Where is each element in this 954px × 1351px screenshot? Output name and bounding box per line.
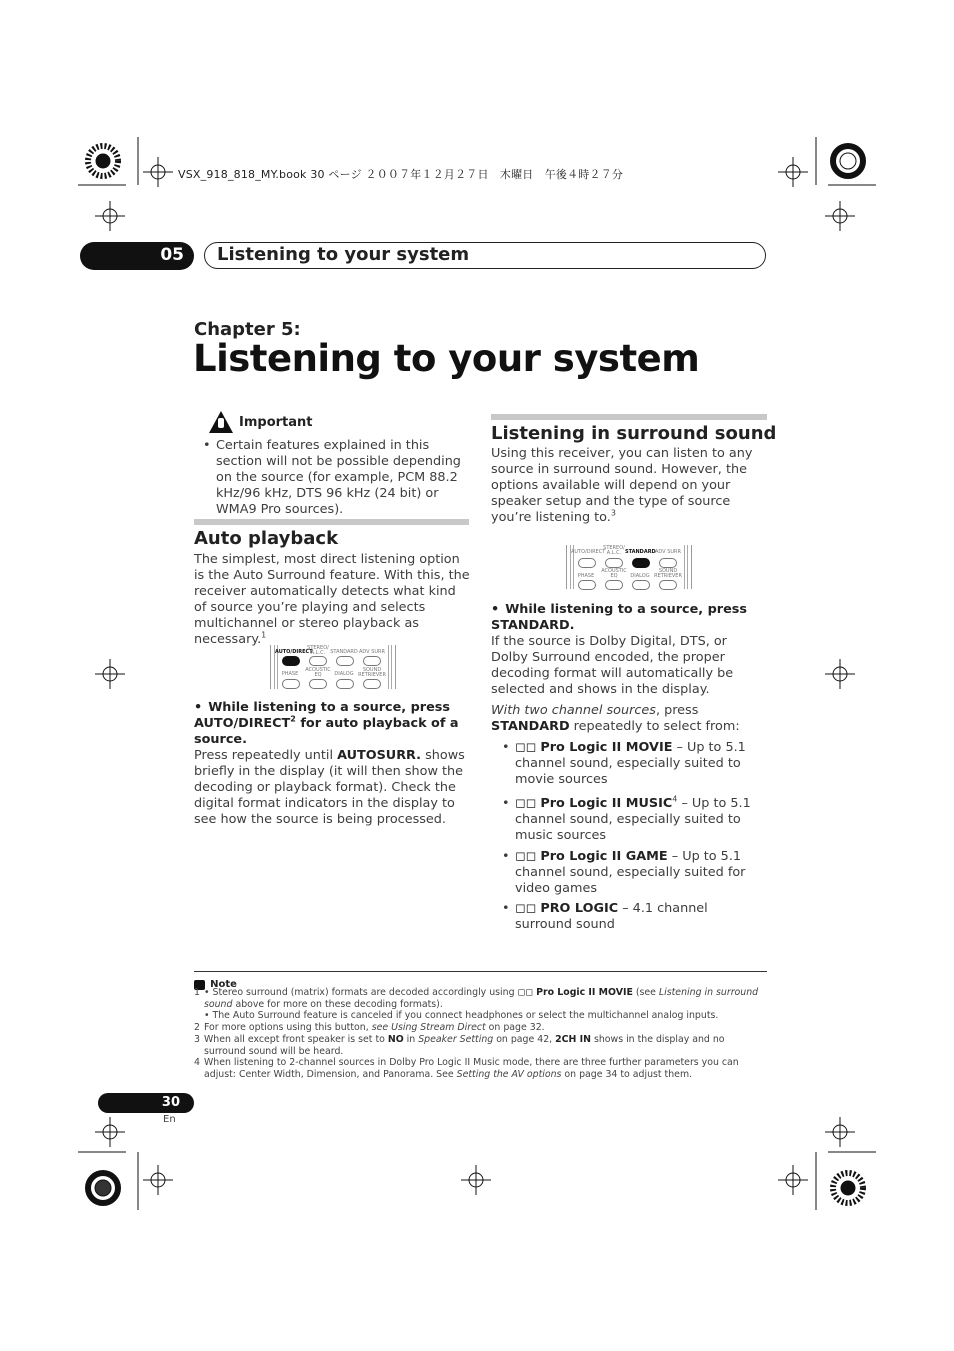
panel-label: AUTO/DIRECT [571, 549, 606, 555]
chapter-number-tab: 05 [80, 242, 194, 270]
section-title-tab: Listening to your system [204, 242, 766, 269]
section-divider [194, 519, 469, 525]
chapter-label: Chapter 5: [194, 319, 301, 340]
stereo-button[interactable] [605, 558, 623, 568]
dolby-icon: ◻◻ [515, 796, 537, 811]
list-item: • ◻◻ Pro Logic II MUSIC$^4$ – Up to 5.1 channel sound, especially suited to music sources [502, 796, 768, 844]
panel-label: ACOUSTIC EQ [601, 568, 627, 579]
footnote-4: 4 When listening to 2-channel sources in Dolby Pro Logic II Music mode, there are three further parameters you can adjust: Center Width, Dimension, and Panorama. See Setting the AV options on page 34 to adjust them. [194, 1057, 739, 1080]
panel-label: DIALOG [334, 671, 354, 677]
panel-label: STEREO/ A.L.C. [307, 645, 329, 656]
standard-button[interactable] [632, 558, 650, 568]
stereo-button[interactable] [309, 656, 327, 666]
list-item: • ◻◻ Pro Logic II GAME – Up to 5.1 channel sound, especially suited for video games [502, 849, 768, 897]
adv-surr-button[interactable] [659, 558, 677, 568]
panel-label: PHASE [577, 573, 595, 579]
phase-button[interactable] [578, 580, 596, 590]
warning-hand-icon [208, 410, 234, 434]
dialog-button[interactable] [632, 580, 650, 590]
dolby-icon: ◻◻ [515, 849, 537, 864]
list-item: • Certain features explained in this section will not be possible depending on the source (for example, PCM 88.2 kHz/96 kHz, DTS 96 kHz (24 bit) or WMA9 Pro sources). [203, 438, 469, 518]
panel-label: SOUND RETRIEVER [358, 667, 386, 678]
file-info-line: VSX_918_818_MY.book 30 ページ ２００７年１２月２７日 木曜日 午後４時２７分 [178, 168, 624, 181]
acoustic-eq-button[interactable] [309, 679, 327, 689]
standard-button[interactable] [336, 656, 354, 666]
auto-playback-step-body: Press repeatedly until AUTOSURR. shows briefly in the display (it will then show the decoding or playback format). Check the digital format indicators in the display to see how the source is being processed. [194, 748, 465, 827]
important-heading: Important [239, 415, 313, 430]
remote-panel-auto [270, 645, 396, 689]
acoustic-eq-button[interactable] [605, 580, 623, 590]
auto-playback-heading: Auto playback [194, 528, 339, 549]
auto-direct-button[interactable] [578, 558, 596, 568]
panel-label: STEREO/ A.L.C. [603, 545, 625, 556]
sound-retriever-button[interactable] [363, 679, 381, 689]
section-divider [491, 414, 767, 420]
list-item: • ◻◻ Pro Logic II MOVIE – Up to 5.1 channel sound, especially suited to movie sources [502, 740, 768, 788]
footnote-2: 2 For more options using this button, see Using Stream Direct on page 32. [194, 1022, 545, 1033]
footnote-1: 1 • Stereo surround (matrix) formats are decoded accordingly using ◻◻ Pro Logic II MOVIE (see Listening in surround sound above for more on these decoding formats). • The Auto Surround feature is canceled if you connect headphones or select the multichannel analog inputs. [194, 987, 759, 1022]
note-divider [194, 971, 767, 972]
chapter-title: Listening to your system [193, 337, 700, 380]
adv-surr-button[interactable] [363, 656, 381, 666]
surround-step: • While listening to a source, press STANDARD. [491, 602, 747, 633]
list-item: • ◻◻ PRO LOGIC – 4.1 channel surround sound [502, 901, 768, 933]
note-heading: Note [210, 979, 237, 990]
panel-label: ADV SURR [359, 649, 385, 655]
auto-playback-intro: The simplest, most direct listening option is the Auto Surround feature. With this, the receiver automatically detects what kind of source you’re playing and selects multichannel or stereo playback as necessary.$^1$ [194, 552, 470, 647]
auto-direct-button[interactable] [282, 656, 300, 666]
mode-list [502, 740, 768, 933]
dolby-icon: ◻◻ [515, 901, 537, 916]
surround-intro: Using this receiver, you can listen to any source in surround sound. However, the options available will depend on your speaker setup and the type of source you’re listening to.$^3$ [491, 446, 753, 525]
dolby-icon: ◻◻ [515, 740, 537, 755]
panel-label: ADV SURR [655, 549, 681, 555]
panel-label: ACOUSTIC EQ [305, 667, 331, 678]
surround-heading: Listening in surround sound [491, 423, 777, 444]
panel-label: STANDARD [625, 549, 656, 555]
auto-playback-step: • While listening to a source, press AUTO/DIRECT$^2$ for auto playback of a source. [194, 700, 459, 747]
page-number: 30 [98, 1093, 194, 1113]
language-label: En [163, 1114, 176, 1125]
phase-button[interactable] [282, 679, 300, 689]
important-list [203, 438, 469, 518]
panel-label: PHASE [281, 671, 299, 677]
surround-step-body: If the source is Dolby Digital, DTS, or Dolby Surround encoded, the proper decoding format will automatically be selected and shows in the display. [491, 634, 734, 697]
two-channel-text: With two channel sources, press STANDARD repeatedly to select from: [491, 703, 740, 734]
panel-label: DIALOG [630, 573, 650, 579]
panel-label: AUTO/DIRECT [275, 649, 313, 655]
dialog-button[interactable] [336, 679, 354, 689]
sound-retriever-button[interactable] [659, 580, 677, 590]
footnote-3: 3 When all except front speaker is set to NO in Speaker Setting on page 42, 2CH IN shows in the display and no surround sound will be heard. [194, 1034, 725, 1057]
panel-label: STANDARD [330, 649, 358, 655]
panel-label: SOUND RETRIEVER [654, 568, 682, 579]
remote-panel-standard [566, 545, 692, 589]
